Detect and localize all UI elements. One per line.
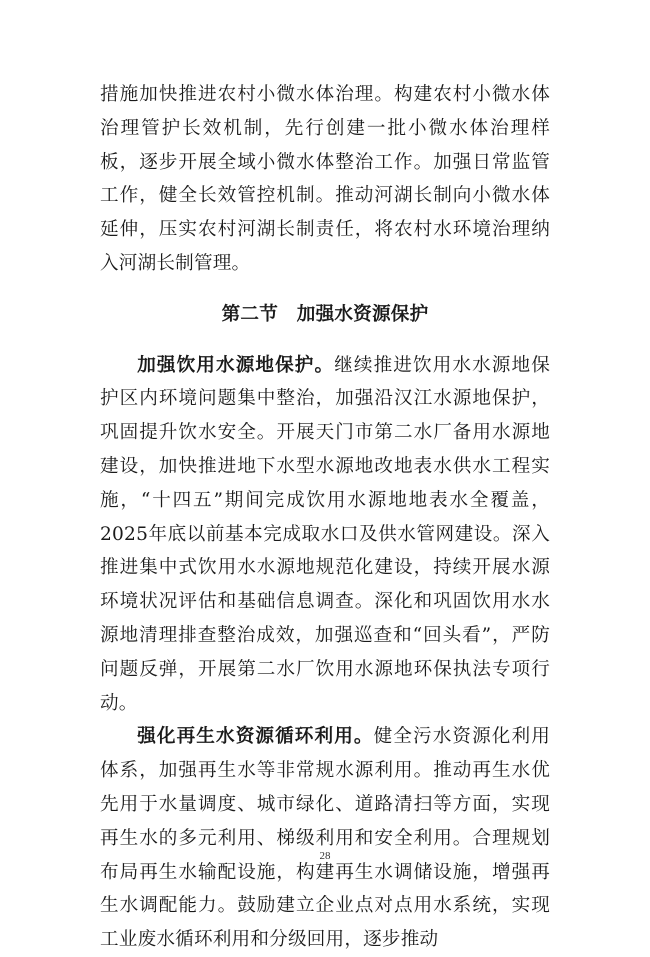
page-number: 28	[319, 850, 331, 862]
intro-paragraph: 措施加快推进农村小微水体治理。构建农村小微水体治理管护长效机制，先行创建一批小微水体治理样板，逐步开展全域小微水体整治工作。加强日常监管工作，健全长效管控机制。推动河湖长制向小微水体延伸，压实农村河湖长制责任，将农村水环境治理纳入河湖长制管理。	[100, 84, 550, 274]
paragraph-reclaimed-water	[100, 720, 550, 957]
paragraph-lead: 强化再生水资源循环利用。	[137, 726, 374, 748]
section-heading: 第二节 加强水资源保护	[221, 303, 429, 325]
body-text	[100, 78, 550, 957]
paragraph-lead: 加强饮用水源地保护。	[137, 354, 335, 376]
paragraph-drinking-water	[100, 349, 550, 721]
paragraph-body: 健全污水资源化利用体系，加强再生水等非常规水源利用。推动再生水优先用于水量调度、城市绿化、道路清扫等方面，实现再生水的多元利用、梯级利用和安全利用。合理规划布局再生水输配设施，构建再生水调储设施，增强再生水调配能力。鼓励建立企业点对点用水系统，实现工业废水循环利用和分级回用，逐步推动	[100, 726, 550, 951]
paragraph-body: 继续推进饮用水水源地保护区内环境问题集中整治，加强沿汉江水源地保护，巩固提升饮水安全。开展天门市第二水厂备用水源地建设，加快推进地下水型水源地改地表水供水工程实施，“十四五”期间完成饮用水源地地表水全覆盖，2025年底以前基本完成取水口及供水管网建设。深入推进集中式饮用水水源地规范化建设，持续开展水源环境状况评估和基础信息调查。深化和巩固饮用水水源地清理排查整治成效，加强巡查和“回头看”，严防问题反弹，开展第二水厂饮用水源地环保执法专项行动。	[100, 354, 550, 714]
